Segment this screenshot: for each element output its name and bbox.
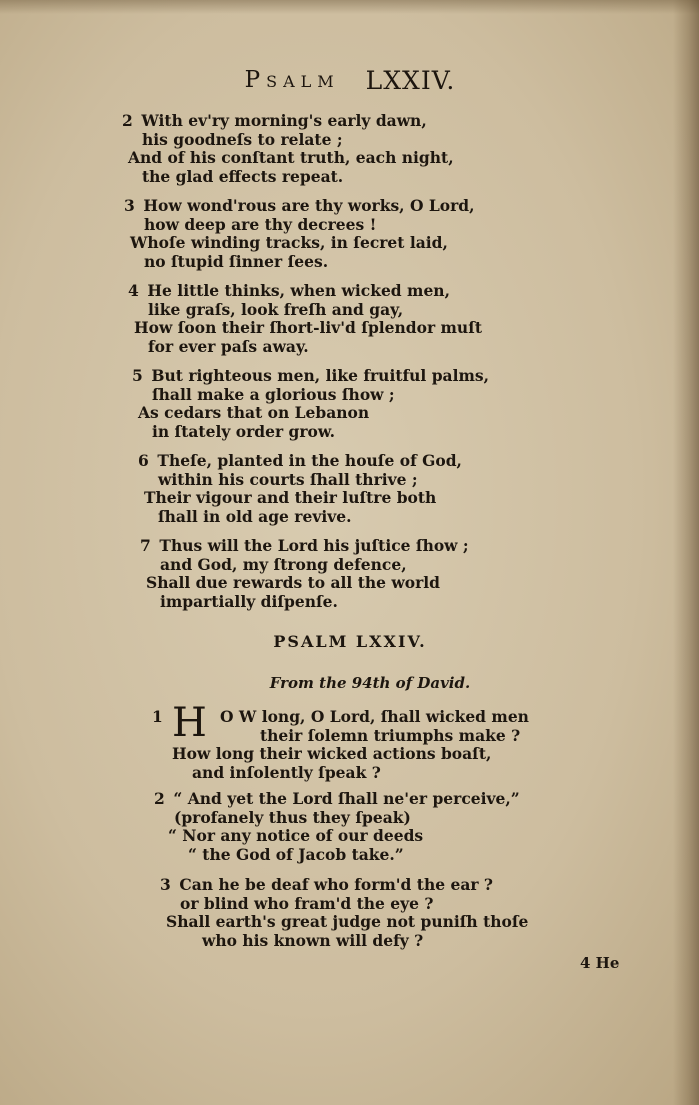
verse-line: “ And yet the Lord ſhall ne'er perceive,” xyxy=(173,789,520,808)
verse-line: how deep are thy decrees ! xyxy=(144,214,377,234)
verse-line: ſhall in old age revive. xyxy=(158,506,352,526)
verse-number: 3 xyxy=(124,196,135,215)
verse-line: for ever paſs away. xyxy=(148,336,309,356)
verse-line: “ Nor any notice of our deeds xyxy=(168,826,424,845)
verse-line: Theſe, planted in the houſe of God, xyxy=(157,451,462,470)
verse-number: 5 xyxy=(132,366,143,385)
verse-line: within his courts ſhall thrive ; xyxy=(158,469,418,489)
verse-number: 3 xyxy=(160,875,171,894)
verse-line: (profanely thus they ſpeak) xyxy=(174,807,411,827)
verse-line: Can he be deaf who form'd the ear ? xyxy=(179,875,494,894)
catchword: 4 He xyxy=(580,954,620,972)
verse-line: Shall earth's great judge not puniſh thoſe xyxy=(166,912,529,931)
verse-line: or blind who fram'd the eye ? xyxy=(180,893,434,913)
verse-line: his goodneſs to relate ; xyxy=(142,129,343,149)
verse-number: 4 xyxy=(128,281,139,300)
stanza xyxy=(132,367,489,441)
verse-line: who his known will defy ? xyxy=(202,930,424,950)
stanza xyxy=(172,745,491,782)
stanza xyxy=(140,537,469,611)
verse-line: With ev'ry morning's early dawn, xyxy=(141,111,427,130)
verse-line: and God, my ſtrong defence, xyxy=(160,554,407,574)
verse-line: Thus will the Lord his juſtice ſhow ; xyxy=(159,536,469,555)
verse-line: ſhall make a glorious ſhow ; xyxy=(152,384,395,404)
verse-line: How long their wicked actions boaſt, xyxy=(172,744,492,763)
verse-line: Whoſe winding tracks, in ſecret laid, xyxy=(130,233,448,252)
verse-line: O W long, O Lord, ſhall wicked men xyxy=(220,707,529,726)
stanza xyxy=(160,876,528,950)
verse-number: 6 xyxy=(138,451,149,470)
stanza xyxy=(154,790,520,864)
verse-line: in ſtately order grow. xyxy=(152,421,336,441)
page-spine-shadow xyxy=(673,0,699,1105)
stanza xyxy=(128,282,482,356)
verse-line: How wond'rous are thy works, O Lord, xyxy=(143,196,475,215)
verse-line: their ſolemn triumphs make ? xyxy=(260,725,521,745)
header-psalm-word: Psalm xyxy=(244,67,340,93)
stanza xyxy=(220,708,529,745)
verse-number: 2 xyxy=(154,789,165,808)
stanza xyxy=(124,197,475,271)
psalm-source-subtitle: From the 94th of David. xyxy=(269,674,471,692)
verse-line: How ſoon their ſhort-liv'd ſplendor muſt xyxy=(134,318,483,337)
verse-line: Their vigour and their luſtre both xyxy=(144,488,437,507)
verse-line: and inſolently ſpeak ? xyxy=(192,762,381,782)
verse-line: He little thinks, when wicked men, xyxy=(147,281,450,300)
drop-capital: H xyxy=(172,700,207,746)
verse-line: like graſs, look freſh and gay, xyxy=(148,299,404,319)
second-psalm-title: PSALM LXXIV. xyxy=(273,632,427,651)
verse-number: 7 xyxy=(140,536,151,555)
stanza xyxy=(122,112,454,186)
verse-line: As cedars that on Lebanon xyxy=(138,403,370,422)
verse-number: 2 xyxy=(122,111,133,130)
page-top-edge xyxy=(0,0,699,14)
header-psalm-number: LXXIV. xyxy=(365,65,456,95)
running-header xyxy=(150,60,550,100)
verse-line: “ the God of Jacob take.” xyxy=(188,844,404,864)
stanza xyxy=(138,452,462,526)
verse-line: Shall due rewards to all the world xyxy=(146,573,440,592)
verse-line: no ſtupid ſinner ſees. xyxy=(144,251,329,271)
verse-line: the glad effects repeat. xyxy=(142,166,344,186)
verse-number: 1 xyxy=(152,707,163,726)
verse-line: But righteous men, like fruitful palms, xyxy=(151,366,490,385)
stanza xyxy=(152,708,163,727)
verse-line: impartially diſpenſe. xyxy=(160,591,338,611)
verse-line: And of his conſtant truth, each night, xyxy=(128,148,454,167)
